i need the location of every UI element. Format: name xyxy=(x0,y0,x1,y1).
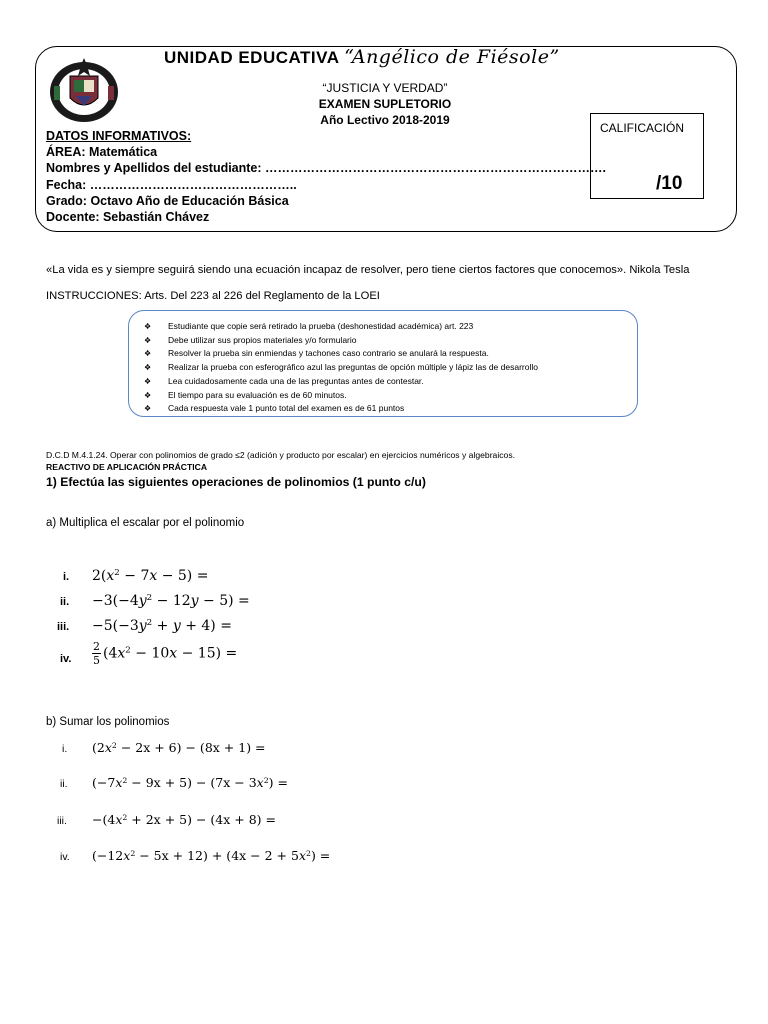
info-date: Fecha: ………………………………………….. xyxy=(46,177,297,192)
section-b-title: b) Sumar los polinomios xyxy=(46,716,170,728)
info-grade: Grado: Octavo Año de Educación Básica xyxy=(46,193,289,208)
diamond-bullet-icon: ❖ xyxy=(144,349,152,359)
info-teacher xyxy=(46,209,606,225)
teacher-label: Docente: xyxy=(46,210,103,225)
item-numeral: i. xyxy=(63,571,70,583)
diamond-bullet-icon: ❖ xyxy=(144,390,152,400)
rule-item: ❖ El tiempo para su evaluación es de 60 minutos. xyxy=(144,389,538,403)
question-1: 1) Efectúa las siguientes operaciones de polinomios (1 punto c/u) xyxy=(46,475,426,489)
school-name: “Angélico de Fiésole” xyxy=(344,46,560,68)
rule-item: ❖ Cada respuesta vale 1 punto total del examen es de 61 puntos xyxy=(144,402,538,416)
quote: «La vida es y siempre seguirá siendo una ecuación incapaz de resolver, pero tiene ciertos factores que conocemos». Nikola Tesla xyxy=(46,264,690,276)
exercise-a-iv: $\frac{2}{5}$ $(4x^2 - 10x - 15)$ = xyxy=(93,640,238,667)
item-numeral: iv. xyxy=(60,851,70,863)
student-info xyxy=(46,128,606,225)
school-crest-logo xyxy=(48,56,120,124)
school-prefix: UNIDAD EDUCATIVA xyxy=(164,48,345,67)
section-a-title: a) Multiplica el escalar por el polinomio xyxy=(46,517,245,529)
exercise-b-i: $(2x^2 - 2x + 6) - (8x + 1)$ = xyxy=(92,740,266,755)
instructions: INSTRUCCIONES: Arts. Del 223 al 226 del Reglamento de la LOEI xyxy=(46,290,380,302)
diamond-bullet-icon: ❖ xyxy=(144,376,152,386)
diamond-bullet-icon: ❖ xyxy=(144,404,152,414)
info-heading: DATOS INFORMATIVOS: xyxy=(46,129,192,143)
exercise-b-iii: $-(4x^2 + 2x + 5) - (4x + 8)$ = xyxy=(92,812,276,827)
teacher-name: Sebastián Chávez xyxy=(102,210,210,225)
diamond-bullet-icon: ❖ xyxy=(144,363,152,373)
exercise-a-i: $2(x^2 - 7x - 5)$ = xyxy=(92,568,209,584)
item-numeral: iii. xyxy=(57,621,70,633)
grade-value: /10 xyxy=(656,173,683,194)
grade-label: CALIFICACIÓN xyxy=(600,121,685,135)
item-numeral: iii. xyxy=(57,815,67,827)
rule-item: ❖ Realizar la prueba con esferográfico azul las preguntas de opción múltiple y lápiz las de desarrollo xyxy=(144,361,538,375)
item-numeral: iv. xyxy=(60,653,72,665)
rule-item: ❖ Lea cuidadosamente cada una de las preguntas antes de contestar. xyxy=(144,375,538,389)
rules-list xyxy=(144,320,538,416)
exercise-b-ii: $(-7x^2 - 9x + 5) - (7x - 3x^2)$ = xyxy=(92,775,288,790)
exercise-b-iv: $(-12x^2 - 5x + 12) + (4x - 2 + 5x^2)$ = xyxy=(92,848,331,863)
school-year: Año Lectivo 2018-2019 xyxy=(320,113,450,127)
fraction: $\frac{2}{5}$ xyxy=(93,640,100,667)
exam-type: EXAMEN SUPLETORIO xyxy=(318,97,452,111)
dcd-skill: D.C.D M.4.1.24. Operar con polinomios de grado ≤2 (adición y producto por escalar) en ejercicios numéricos y algebraicos. xyxy=(46,450,516,460)
item-numeral: i. xyxy=(62,743,68,755)
exam-heading xyxy=(250,80,520,128)
info-area: ÁREA: Matemática xyxy=(46,145,158,160)
rule-item: ❖ Estudiante que copie será retirado la prueba (deshonestidad académica) art. 223 xyxy=(144,320,538,334)
rule-item: ❖ Resolver la prueba sin enmiendas y tachones caso contrario se anulará la respuesta. xyxy=(144,347,538,361)
rule-item: ❖ Debe utilizar sus propios materiales y/o formulario xyxy=(144,334,538,348)
school-title xyxy=(164,46,560,68)
diamond-bullet-icon: ❖ xyxy=(144,322,152,331)
exercise-a-iii: $-5(-3y^2 + y + 4)$ = xyxy=(92,618,232,634)
diamond-bullet-icon: ❖ xyxy=(144,335,152,345)
motto: “JUSTICIA Y VERDAD” xyxy=(322,81,448,95)
item-numeral: ii. xyxy=(60,596,70,608)
info-student-name: Nombres y Apellidos del estudiante: ………………………………………………………………………. xyxy=(46,161,606,176)
item-numeral: ii. xyxy=(60,778,68,790)
exercise-a-ii: $-3(-4y^2 - 12y - 5)$ = xyxy=(92,593,250,609)
grade-box xyxy=(590,113,704,199)
reactivo-heading: REACTIVO DE APLICACIÓN PRÁCTICA xyxy=(46,462,208,472)
